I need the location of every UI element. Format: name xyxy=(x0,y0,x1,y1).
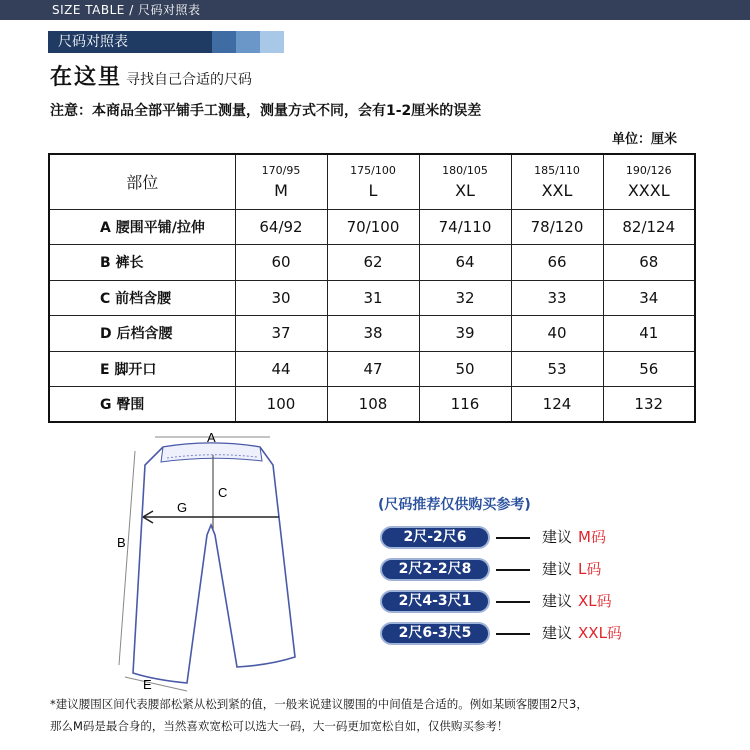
table-cell: 64 xyxy=(419,245,511,281)
suggested-size: XXL码 xyxy=(578,624,622,642)
page-header-title: SIZE TABLE / 尺码对照表 xyxy=(52,3,201,17)
table-cell: 100 xyxy=(235,387,327,423)
page-header-bar xyxy=(0,0,750,20)
table-cell: 68 xyxy=(603,245,695,281)
row-label: C 前档含腰 xyxy=(49,280,235,316)
row-label: E 脚开口 xyxy=(49,351,235,387)
recommend-title: (尺码推荐仅供购买参考) xyxy=(378,497,531,513)
dash xyxy=(496,537,530,539)
table-cell: 30 xyxy=(235,280,327,316)
table-cell: 50 xyxy=(419,351,511,387)
label-c: C xyxy=(218,485,228,500)
color-swatch xyxy=(188,31,212,53)
table-cell: 82/124 xyxy=(603,209,695,245)
table-cell: 116 xyxy=(419,387,511,423)
suggestion: 建议 M码 xyxy=(542,528,606,546)
color-swatch xyxy=(212,31,236,53)
table-cell: 38 xyxy=(327,316,419,352)
table-cell: 78/120 xyxy=(511,209,603,245)
table-cell: 37 xyxy=(235,316,327,352)
row-label: A 腰围平铺/拉伸 xyxy=(49,209,235,245)
suggestion: 建议 L码 xyxy=(542,560,602,578)
suggested-size: M码 xyxy=(578,528,606,546)
footnote-line: 那么M码是最合身的，当然喜欢宽松可以选大一码，大一码更加宽松自如，仅供购买参考！ xyxy=(50,719,509,733)
pants-outline xyxy=(133,443,295,683)
table-row xyxy=(49,351,695,387)
table-cell: 124 xyxy=(511,387,603,423)
table-cell: 56 xyxy=(603,351,695,387)
table-row xyxy=(49,209,695,245)
row-label: B 裤长 xyxy=(49,245,235,281)
table-row xyxy=(49,280,695,316)
size-header: 190/126 XXXL xyxy=(603,154,695,209)
dash xyxy=(496,569,530,571)
suggestion: 建议 XL码 xyxy=(542,592,612,610)
range-pill: 2尺-2尺6 xyxy=(380,526,490,549)
part-header: 部位 xyxy=(49,154,235,209)
size-table xyxy=(48,153,696,423)
footnote-line: *建议腰围区间代表腰部松紧从松到紧的值，一般来说建议腰围的中间值是合适的。例如某顾客腰围2尺3， xyxy=(50,697,588,711)
table-cell: 33 xyxy=(511,280,603,316)
unit-label: 单位：厘米 xyxy=(612,132,678,147)
headline-big: 在这里 xyxy=(50,65,123,90)
size-header: 170/95 M xyxy=(235,154,327,209)
headline-small: 寻找自己合适的尺码 xyxy=(126,72,253,88)
measurement-note: 注意：本商品全部平铺手工测量，测量方式不同，会有1-2厘米的误差 xyxy=(50,103,482,119)
range-pill: 2尺2-2尺8 xyxy=(380,558,490,581)
table-cell: 53 xyxy=(511,351,603,387)
table-row xyxy=(49,245,695,281)
suggested-size: XL码 xyxy=(578,592,612,610)
table-cell: 74/110 xyxy=(419,209,511,245)
table-cell: 60 xyxy=(235,245,327,281)
color-swatch xyxy=(236,31,260,53)
table-cell: 70/100 xyxy=(327,209,419,245)
size-header: 175/100 L xyxy=(327,154,419,209)
label-e: E xyxy=(143,677,152,692)
range-pill: 2尺6-3尺5 xyxy=(380,622,490,645)
table-cell: 47 xyxy=(327,351,419,387)
table-cell: 108 xyxy=(327,387,419,423)
row-label: D 后档含腰 xyxy=(49,316,235,352)
suggestion: 建议 XXL码 xyxy=(542,624,622,642)
pants-diagram xyxy=(95,425,335,695)
range-pill: 2尺4-3尺1 xyxy=(380,590,490,613)
size-header: 180/105 XL xyxy=(419,154,511,209)
table-cell: 44 xyxy=(235,351,327,387)
table-row xyxy=(49,387,695,423)
size-header: 185/110 XXL xyxy=(511,154,603,209)
suggested-size: L码 xyxy=(578,560,602,578)
color-swatch xyxy=(260,31,284,53)
dash xyxy=(496,633,530,635)
label-a: A xyxy=(207,430,216,445)
table-row xyxy=(49,316,695,352)
headline xyxy=(50,60,252,91)
table-cell: 39 xyxy=(419,316,511,352)
section-label: 尺码对照表 xyxy=(48,31,188,53)
table-cell: 40 xyxy=(511,316,603,352)
table-cell: 62 xyxy=(327,245,419,281)
label-g: G xyxy=(177,500,188,515)
footnote xyxy=(50,693,730,737)
row-label: G 臀围 xyxy=(49,387,235,423)
table-cell: 64/92 xyxy=(235,209,327,245)
dash xyxy=(496,601,530,603)
measure-line-b xyxy=(119,451,135,665)
table-cell: 41 xyxy=(603,316,695,352)
table-cell: 31 xyxy=(327,280,419,316)
label-b: B xyxy=(117,535,126,550)
table-cell: 132 xyxy=(603,387,695,423)
table-cell: 32 xyxy=(419,280,511,316)
table-cell: 34 xyxy=(603,280,695,316)
size-table-header xyxy=(49,154,695,209)
table-cell: 66 xyxy=(511,245,603,281)
